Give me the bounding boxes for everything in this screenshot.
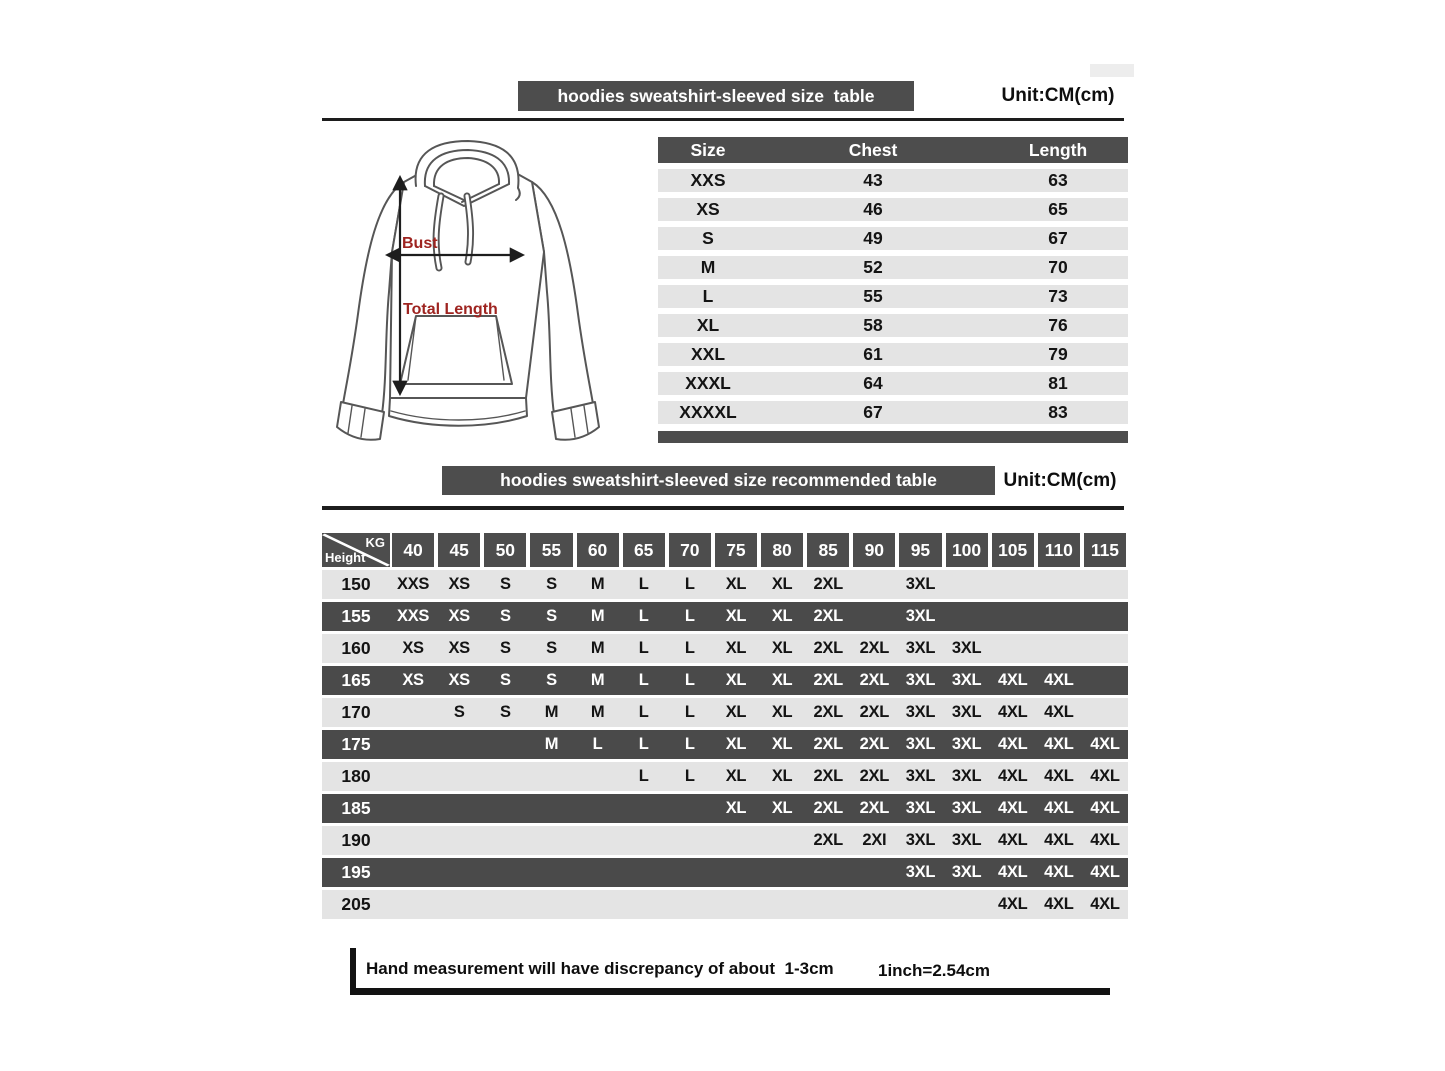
size-cell: 2XL <box>813 607 843 625</box>
size-cell: L <box>638 767 649 785</box>
size-cell: L <box>638 671 649 689</box>
size-cell: XL <box>725 767 747 785</box>
size-cell <box>575 858 621 887</box>
size-cell: XL <box>725 607 747 625</box>
size-table-cell: 76 <box>1048 315 1068 335</box>
size-cell: 3XL <box>905 639 936 657</box>
matrix-row <box>322 858 1128 887</box>
size-cell <box>390 762 436 791</box>
bust-label: Bust <box>402 235 438 252</box>
size-cell <box>897 890 943 919</box>
size-cell: 4XL <box>998 735 1028 753</box>
size-table-cell: XXS <box>690 170 726 190</box>
size-cell <box>621 858 667 887</box>
size-cell <box>1036 602 1082 631</box>
size-cell: L <box>638 639 649 657</box>
size-cell <box>528 858 574 887</box>
measurement-note: Hand measurement will have discrepancy of about 1-3cm <box>366 959 834 978</box>
weight-header-cell: 65 <box>623 533 665 567</box>
size-cell <box>482 858 528 887</box>
size-cell <box>851 570 897 599</box>
size-cell <box>713 890 759 919</box>
size-cell: 4XL <box>1090 799 1120 817</box>
size-cell: 3XL <box>905 863 936 881</box>
size-cell: XS <box>402 671 424 689</box>
size-cell: S <box>546 607 557 625</box>
size-cell: 3XL <box>951 831 982 849</box>
matrix-body <box>322 570 1128 919</box>
size-cell: 4XL <box>1044 735 1074 753</box>
size-cell <box>621 890 667 919</box>
size-cell: 4XL <box>1090 767 1120 785</box>
size-cell: S <box>499 639 511 657</box>
size-table-header <box>658 137 1128 163</box>
size-table-cell: 63 <box>1048 170 1068 190</box>
size-table-cell: 83 <box>1048 402 1068 422</box>
total-length-label: Total Length <box>403 301 498 318</box>
size-cell: XL <box>725 639 747 657</box>
matrix-row <box>322 890 1128 919</box>
size-cell: 2XL <box>813 831 843 849</box>
size-cell <box>390 890 436 919</box>
size-cell: XL <box>771 639 793 657</box>
size-cell <box>990 634 1036 663</box>
weight-header-cell: 105 <box>992 533 1034 567</box>
size-table-cell: 67 <box>1048 228 1068 248</box>
size-table-column-header: Chest <box>848 139 898 160</box>
size-cell: M <box>590 703 605 721</box>
size-cell <box>621 794 667 823</box>
size-cell: 4XL <box>1044 703 1074 721</box>
size-cell: XL <box>725 671 747 689</box>
size-cell <box>390 730 436 759</box>
size-cell: L <box>684 703 695 721</box>
size-cell <box>1082 634 1128 663</box>
size-cell: M <box>544 703 559 721</box>
size-cell: 2XL <box>813 735 843 753</box>
size-cell <box>390 826 436 855</box>
footer-bottom-bar <box>350 988 1110 995</box>
size-cell: 2XI <box>862 831 887 849</box>
size-cell: 3XL <box>905 671 936 689</box>
size-table-cell: M <box>700 257 716 277</box>
size-cell <box>482 794 528 823</box>
kg-height-corner-cell <box>322 533 390 567</box>
size-cell: XXS <box>397 607 430 625</box>
size-cell <box>990 570 1036 599</box>
size-cell: L <box>638 703 649 721</box>
size-cell: XL <box>771 767 793 785</box>
size-table-cell: 70 <box>1048 257 1068 277</box>
size-cell: 3XL <box>905 799 936 817</box>
size-cell: XL <box>725 575 747 593</box>
size-cell <box>944 570 990 599</box>
height-label-cell: 150 <box>341 574 371 594</box>
recommended-table-title-bar: hoodies sweatshirt-sleeved size recommended table <box>442 466 995 495</box>
size-cell <box>436 826 482 855</box>
size-table <box>658 137 1128 443</box>
matrix-header-row <box>322 533 1128 567</box>
size-cell: 4XL <box>1044 671 1074 689</box>
size-table-row <box>658 227 1128 250</box>
size-cell: L <box>684 767 695 785</box>
size-cell <box>944 890 990 919</box>
size-cell <box>390 858 436 887</box>
size-cell: 3XL <box>905 703 936 721</box>
size-table-cell: 49 <box>863 228 883 248</box>
size-table-cell: 52 <box>863 257 883 277</box>
size-cell: XL <box>771 671 793 689</box>
size-cell: L <box>684 607 695 625</box>
size-recommendation-matrix <box>322 533 1128 919</box>
size-cell: 4XL <box>998 799 1028 817</box>
size-cell: 3XL <box>951 671 982 689</box>
size-table-bottom-bar <box>658 431 1128 443</box>
size-cell: 2XL <box>813 671 843 689</box>
size-cell <box>713 826 759 855</box>
unit-label-2: Unit:CM(cm) <box>1003 470 1117 491</box>
matrix-row <box>322 794 1128 823</box>
size-cell: 4XL <box>1044 863 1074 881</box>
size-cell: L <box>592 735 603 753</box>
height-label-cell: 205 <box>341 894 371 914</box>
weight-header-cell: 55 <box>530 533 572 567</box>
size-cell <box>990 602 1036 631</box>
size-cell <box>759 858 805 887</box>
size-cell: XS <box>448 575 470 593</box>
size-cell: 3XL <box>951 767 982 785</box>
size-cell <box>759 890 805 919</box>
size-cell: M <box>590 607 605 625</box>
size-cell: 4XL <box>998 671 1028 689</box>
size-cell: 3XL <box>951 735 982 753</box>
size-cell <box>575 762 621 791</box>
size-cell <box>575 826 621 855</box>
inch-conversion-note: 1inch=2.54cm <box>878 961 990 980</box>
size-cell: L <box>638 735 649 753</box>
size-cell: S <box>499 607 511 625</box>
size-cell: 2XL <box>813 799 843 817</box>
size-cell <box>436 858 482 887</box>
size-cell: 2XL <box>813 639 843 657</box>
size-cell: 2XL <box>859 703 889 721</box>
size-cell: 4XL <box>1090 895 1120 913</box>
size-cell: XL <box>771 575 793 593</box>
size-cell: 4XL <box>998 767 1028 785</box>
size-cell: M <box>590 639 605 657</box>
size-table-cell: S <box>702 228 714 248</box>
size-table-column-header: Size <box>690 139 726 160</box>
size-table-row <box>658 285 1128 308</box>
size-table-cell: 81 <box>1048 373 1068 393</box>
weight-header-cell: 110 <box>1038 533 1080 567</box>
size-table-cell: 61 <box>863 344 883 364</box>
weight-header-cell: 90 <box>853 533 895 567</box>
size-cell: 3XL <box>905 767 936 785</box>
size-cell: 4XL <box>998 831 1028 849</box>
divider-line-2 <box>322 506 1124 510</box>
size-table-cell: 65 <box>1048 199 1068 219</box>
size-table-cell: XXXL <box>685 373 731 393</box>
size-cell <box>1082 698 1128 727</box>
weight-header-cell: 115 <box>1084 533 1126 567</box>
size-cell: XL <box>771 703 793 721</box>
size-table-row <box>658 372 1128 395</box>
weight-header-cell: 40 <box>392 533 434 567</box>
size-cell: XXS <box>397 575 430 593</box>
size-cell: 4XL <box>998 703 1028 721</box>
height-label-cell: 165 <box>341 670 371 690</box>
size-cell <box>713 858 759 887</box>
size-cell <box>667 826 713 855</box>
size-cell: 4XL <box>1090 863 1120 881</box>
size-table-cell: XL <box>696 315 720 335</box>
right-sleeve <box>532 182 593 414</box>
size-cell <box>1036 570 1082 599</box>
size-cell: 2XL <box>859 735 889 753</box>
unit-label-1: Unit:CM(cm) <box>1001 85 1115 106</box>
size-cell: XL <box>725 735 747 753</box>
size-cell <box>851 858 897 887</box>
weight-header-cell: 75 <box>715 533 757 567</box>
size-cell <box>1082 602 1128 631</box>
size-table-row <box>658 198 1128 221</box>
size-cell <box>436 762 482 791</box>
height-label-cell: 185 <box>341 798 371 818</box>
size-table-row <box>658 169 1128 192</box>
size-table-cell: 43 <box>863 170 883 190</box>
size-table-cell: 67 <box>863 402 883 422</box>
divider-line-1 <box>322 118 1124 121</box>
size-cell: 2XL <box>813 703 843 721</box>
size-cell <box>482 826 528 855</box>
matrix-row <box>322 730 1128 759</box>
size-cell: L <box>684 575 695 593</box>
size-cell: 4XL <box>998 863 1028 881</box>
size-cell <box>575 890 621 919</box>
size-cell: L <box>638 607 649 625</box>
size-cell: M <box>544 735 559 753</box>
size-cell: M <box>590 671 605 689</box>
weight-header-cell: 80 <box>761 533 803 567</box>
size-table-cell: XS <box>696 199 720 219</box>
size-cell: XS <box>448 671 470 689</box>
size-table-cell: 73 <box>1048 286 1068 306</box>
height-label-cell: 160 <box>341 638 371 658</box>
size-cell: S <box>546 575 557 593</box>
size-cell <box>528 890 574 919</box>
size-cell: L <box>684 671 695 689</box>
size-cell: 2XL <box>859 671 889 689</box>
size-cell <box>805 890 851 919</box>
size-table-row <box>658 256 1128 279</box>
size-table-cell: L <box>702 286 714 306</box>
size-cell: 2XL <box>813 767 843 785</box>
size-table-cell: XXL <box>690 344 726 364</box>
size-cell: M <box>590 575 605 593</box>
size-cell: 2XL <box>859 639 889 657</box>
size-cell: S <box>546 639 557 657</box>
size-cell: 3XL <box>905 831 936 849</box>
size-cell <box>1036 634 1082 663</box>
weight-header-cell: 95 <box>899 533 941 567</box>
size-cell: XL <box>725 703 747 721</box>
size-cell <box>851 602 897 631</box>
size-cell: 4XL <box>998 895 1028 913</box>
size-cell: 2XL <box>813 575 843 593</box>
size-cell: 3XL <box>905 575 936 593</box>
size-cell <box>805 858 851 887</box>
size-table-cell: 46 <box>863 199 883 219</box>
weight-header-cell: 70 <box>669 533 711 567</box>
size-cell <box>851 890 897 919</box>
height-label-cell: 190 <box>341 830 371 850</box>
size-cell <box>436 730 482 759</box>
size-cell: 4XL <box>1090 831 1120 849</box>
size-cell <box>482 890 528 919</box>
size-cell <box>436 890 482 919</box>
size-table-row <box>658 401 1128 424</box>
size-table-cell: 64 <box>863 373 883 393</box>
size-cell: XS <box>402 639 424 657</box>
size-table-column-header: Length <box>1028 139 1088 160</box>
size-cell <box>528 762 574 791</box>
height-label-cell: 180 <box>341 766 371 786</box>
size-cell <box>667 794 713 823</box>
height-label: Height <box>325 550 366 565</box>
size-cell <box>1082 666 1128 695</box>
size-cell <box>621 826 667 855</box>
matrix-row <box>322 826 1128 855</box>
size-cell: 3XL <box>905 735 936 753</box>
hoodie-measurement-diagram <box>328 136 613 458</box>
size-cell <box>482 762 528 791</box>
weight-header-cell: 45 <box>438 533 480 567</box>
size-cell: XL <box>771 799 793 817</box>
size-table-cell: 58 <box>863 315 883 335</box>
matrix-row <box>322 762 1128 791</box>
size-table-cell: 79 <box>1048 344 1068 364</box>
size-cell <box>944 602 990 631</box>
size-cell: S <box>499 575 511 593</box>
matrix-row <box>322 698 1128 727</box>
size-cell: 4XL <box>1044 767 1074 785</box>
size-cell <box>436 794 482 823</box>
kangaroo-pocket <box>400 316 512 384</box>
size-cell: 3XL <box>951 863 982 881</box>
size-cell: 3XL <box>951 703 982 721</box>
scan-artifact <box>1090 64 1134 77</box>
size-table-title-bar: hoodies sweatshirt-sleeved size table <box>518 81 914 111</box>
matrix-row <box>322 602 1128 631</box>
hem-band <box>389 398 527 426</box>
size-cell: XL <box>771 735 793 753</box>
size-cell: XS <box>448 607 470 625</box>
size-cell: 2XL <box>859 799 889 817</box>
size-table-body <box>658 169 1128 424</box>
size-cell: 3XL <box>951 799 982 817</box>
size-cell <box>667 890 713 919</box>
size-cell <box>482 730 528 759</box>
size-cell: 3XL <box>905 607 936 625</box>
size-table-cell: 55 <box>863 286 883 306</box>
size-table-row <box>658 314 1128 337</box>
size-table-row <box>658 343 1128 366</box>
size-cell: 4XL <box>1090 735 1120 753</box>
size-cell <box>528 794 574 823</box>
size-cell: L <box>684 735 695 753</box>
size-cell: S <box>499 671 511 689</box>
weight-header-cell: 85 <box>807 533 849 567</box>
weight-header-cell: 60 <box>577 533 619 567</box>
size-cell: XL <box>725 799 747 817</box>
matrix-row <box>322 570 1128 599</box>
size-cell: S <box>499 703 511 721</box>
size-cell: XL <box>771 607 793 625</box>
size-cell: L <box>684 639 695 657</box>
size-cell: XS <box>448 639 470 657</box>
height-label-cell: 175 <box>341 734 371 754</box>
size-cell <box>667 858 713 887</box>
size-cell: 3XL <box>951 639 982 657</box>
size-cell <box>390 698 436 727</box>
size-cell <box>1082 570 1128 599</box>
size-table-cell: XXXXL <box>679 402 737 422</box>
height-label-cell: 155 <box>341 606 371 626</box>
weight-header-cell: 100 <box>946 533 988 567</box>
size-cell <box>575 794 621 823</box>
size-cell: 4XL <box>1044 799 1074 817</box>
size-cell: 4XL <box>1044 895 1074 913</box>
height-label-cell: 195 <box>341 862 371 882</box>
kg-label: KG <box>365 535 385 550</box>
matrix-row <box>322 634 1128 663</box>
matrix-row <box>322 666 1128 695</box>
size-cell: S <box>546 671 557 689</box>
size-cell: 4XL <box>1044 831 1074 849</box>
size-cell: S <box>453 703 465 721</box>
size-cell <box>759 826 805 855</box>
size-cell: 2XL <box>859 767 889 785</box>
size-cell <box>390 794 436 823</box>
height-label-cell: 170 <box>341 702 371 722</box>
size-cell <box>528 826 574 855</box>
size-cell: L <box>638 575 649 593</box>
weight-header-cell: 50 <box>484 533 526 567</box>
